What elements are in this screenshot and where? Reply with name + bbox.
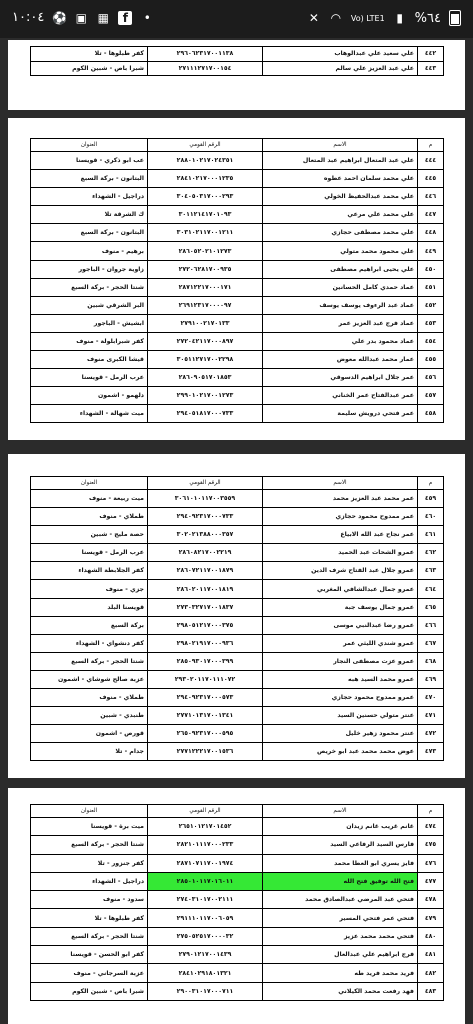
national-id: ٣٠٦١٠١٠١١٧٠٠٣٥٥٩ [148, 490, 263, 508]
address: شنتا الحجر - بركة السبع [31, 278, 148, 296]
national-id: ٢٧٩١٠٠٢١٧٠١٣٣ [148, 314, 263, 332]
person-name: عنتر متولي حسنين السيد [263, 707, 418, 725]
national-id: ٢٨٤١٠٢٩١٨٠١٣٢١ [148, 964, 263, 982]
person-name: علي محمد مصطفى حجازي [263, 224, 418, 242]
address: عرب الرمل - قويسنا [31, 369, 148, 387]
table-row [31, 725, 444, 743]
person-name: علي محمود محمد متولي [263, 242, 418, 260]
row-number: ٤٧٩ [418, 909, 444, 927]
row-number: ٤٨٢ [418, 964, 444, 982]
row-number: ٤٨٣ [418, 982, 444, 1000]
document-page-2 [8, 118, 465, 440]
person-name: عمار محمد عبدالله معوض [263, 351, 418, 369]
table-row [31, 314, 444, 332]
national-id: ٢٨٧١٠٧١١٧٠٠١٩٧٤ [148, 854, 263, 872]
person-name: عمر نجاح عبد الله الابياع [263, 526, 418, 544]
table-row [31, 296, 444, 314]
table-row [31, 854, 444, 872]
address: كفر دنشواي - الشهداء [31, 634, 148, 652]
person-name: عمرو عزت مصطفى النجار [263, 652, 418, 670]
national-id: ٢٩٤٠٩٢٣١٧٠٠٠٧٣٣ [148, 508, 263, 526]
row-number: ٤٦١ [418, 526, 444, 544]
address: جزي - منوف [31, 580, 148, 598]
address: جدام - تلا [31, 743, 148, 761]
table-row [31, 707, 444, 725]
national-id: ٢٨٦٠٩٠٥١٧٠١٨٥٣ [148, 369, 263, 387]
header-address: العنوان [31, 139, 148, 152]
national-id: ٢٦٩١٢٣١٧٠٠٠٠٩٧ [148, 296, 263, 314]
national-id: ٢٧٢٠٤٢١١٧٠٠٠٨٩٧ [148, 332, 263, 350]
national-id: ٢٧٧١٢٢٢١٧٠٠١٥٣٦ [148, 743, 263, 761]
document-page-4 [8, 788, 465, 1024]
person-name: علي محمد عبدالحفيظ الخولي [263, 188, 418, 206]
table-row [31, 387, 444, 405]
address: شبرا باص - شبين الكوم [31, 982, 148, 1000]
table-row [31, 872, 444, 890]
header-name: الاسم [263, 805, 418, 818]
table-row [31, 982, 444, 1000]
person-name: فتحي محمد محمد عزيز [263, 927, 418, 945]
clock: ١٠:٠٤ [12, 10, 45, 25]
photo-icon: ▦ [97, 10, 109, 25]
table-row [31, 351, 444, 369]
row-number: ٤٤٤ [418, 152, 444, 170]
row-number: ٤٧٥ [418, 836, 444, 854]
table-row [31, 332, 444, 350]
names-table [30, 804, 444, 1001]
row-number: ٤٦٦ [418, 616, 444, 634]
names-table [30, 138, 444, 423]
row-number: ٤٤٨ [418, 224, 444, 242]
row-number: ٤٦٩ [418, 670, 444, 688]
row-number: ٤٨٠ [418, 927, 444, 945]
row-number: ٤٤٩ [418, 242, 444, 260]
row-number: ٤٤٥ [418, 170, 444, 188]
address: طنبدي - شبين [31, 707, 148, 725]
address: قورص - اشمون [31, 725, 148, 743]
person-name: علي محمد سلمان احمد عطوه [263, 170, 418, 188]
network-label: Vo) LTE1 [350, 13, 385, 23]
address: ميت برة - قويسنا [31, 818, 148, 836]
table-row [31, 405, 444, 423]
table-row [31, 544, 444, 562]
table-row [31, 206, 444, 224]
address: البر الشرقي شبين [31, 296, 148, 314]
table-row [31, 508, 444, 526]
battery-percent: %٦٤ [414, 10, 441, 26]
national-id: ٢٧١١١٢٧١٧٠٠١٥٤ [148, 61, 263, 76]
address: طملاي - منوف [31, 689, 148, 707]
person-name: فتحي عبد المرضي عبدالصادق محمد [263, 891, 418, 909]
header-num: م [418, 805, 444, 818]
row-number: ٤٧٠ [418, 689, 444, 707]
row-number: ٤٥٢ [418, 296, 444, 314]
national-id: ٣٠٣١٠٢١١٧٠٠١٢١١ [148, 224, 263, 242]
person-name: عنتر محمود زهير خليل [263, 725, 418, 743]
table-row [31, 598, 444, 616]
table-row [31, 47, 444, 62]
address: قويسنا البلد [31, 598, 148, 616]
gallery-icon: ▣ [75, 10, 87, 25]
national-id: ٢٧٣٠٣٢٧١٧٠٠١٨٣٧ [148, 598, 263, 616]
table-row [31, 616, 444, 634]
more-dots-icon: • [143, 10, 151, 25]
address: شبرا باص - شبين الكوم [31, 61, 148, 76]
address: طملاي - منوف [31, 508, 148, 526]
address: دراجيل - الشهداء [31, 872, 148, 890]
person-name: فتحي عمر فتحي المسير [263, 909, 418, 927]
table-row [31, 526, 444, 544]
table-row [31, 909, 444, 927]
row-number: ٤٤٣ [418, 61, 444, 76]
row-number: ٤٦٨ [418, 652, 444, 670]
table-row [31, 224, 444, 242]
header-nid: الرقم القومي [148, 805, 263, 818]
table-row [31, 188, 444, 206]
table-row [31, 260, 444, 278]
person-name: غانم غريب غانم زيدان [263, 818, 418, 836]
address: كفر الجلابطة الشهداء [31, 562, 148, 580]
national-id: ٢٧٥٠٥٢٥١٧٠٠٠٠٣٢ [148, 927, 263, 945]
national-id: ٣٠٤٠٥٠٣١٧٠٠٠٢٩٣ [148, 188, 263, 206]
national-id: ٢٧٢٠٦٢٨١٧٠٠٩٣٥ [148, 260, 263, 278]
address: كفر طبلوها - تلا [31, 47, 148, 62]
address: البتانون - بركة السبع [31, 224, 148, 242]
row-number: ٤٥٩ [418, 490, 444, 508]
header-address: العنوان [31, 477, 148, 490]
national-id: ٢٨٤١٠٢١٧٠٠٠١٢٣٥ [148, 170, 263, 188]
person-name: عمرو جمال يوسف جبة [263, 598, 418, 616]
row-number: ٤٧٧ [418, 872, 444, 890]
names-table [30, 476, 444, 761]
address: سدود - منوف [31, 891, 148, 909]
national-id: ٣٠١١٢١٤١٧٠١٠٩٣ [148, 206, 263, 224]
national-id: ٢٩٦٠٦٢٣١٧٠٠١١٣٨ [148, 47, 263, 62]
national-id: ٢٩٤٠٩٢٣١٧٠٠٠٥٧٣ [148, 689, 263, 707]
person-name: عوض محمد محمد عبد ابو خريص [263, 743, 418, 761]
address: شنتا الحجر - بركة السبع [31, 836, 148, 854]
row-number: ٤٧٢ [418, 725, 444, 743]
person-name: فايز يسري ابو العطا محمد [263, 854, 418, 872]
row-number: ٤٤٧ [418, 206, 444, 224]
national-id: ٢٨٦٠٥٢٠٢١٠١٢٧٣ [148, 242, 263, 260]
table-row [31, 170, 444, 188]
address: ك الشرقة تلا [31, 206, 148, 224]
national-id: ٢٨٥٠٩٣٠١٧٠٠٠٣٩٩ [148, 652, 263, 670]
row-number: ٤٥٤ [418, 332, 444, 350]
table-row [31, 964, 444, 982]
header-num: م [418, 139, 444, 152]
row-number: ٤٦٥ [418, 598, 444, 616]
row-number: ٤٨١ [418, 946, 444, 964]
person-name: عمر فتحي درويش سليمة [263, 405, 418, 423]
header-nid: الرقم القومي [148, 477, 263, 490]
table-row [31, 946, 444, 964]
person-name: عمر عبدالفتاح عمر الخناني [263, 387, 418, 405]
address: عب ابو ذكري - قويسنا [31, 152, 148, 170]
row-number: ٤٥٠ [418, 260, 444, 278]
address: قيشا الكبرى منوف [31, 351, 148, 369]
table-row [31, 689, 444, 707]
address: ميت ربيعة - منوف [31, 490, 148, 508]
row-number: ٤٤٦ [418, 188, 444, 206]
person-name: عمرو رضا عبدالنبي موسى [263, 616, 418, 634]
person-name: عمرو شندي الليثي عمر [263, 634, 418, 652]
table-row [31, 562, 444, 580]
row-number: ٤٧١ [418, 707, 444, 725]
address: زاوية جروان - الباجور [31, 260, 148, 278]
names-table [30, 46, 444, 76]
header-num: م [418, 477, 444, 490]
row-number: ٤٧٨ [418, 891, 444, 909]
address: دراجيل - الشهداء [31, 188, 148, 206]
table-row [31, 670, 444, 688]
table-row [31, 369, 444, 387]
national-id: ٢٩٨٠٢١٩١٧٠٠٠٩٣٦ [148, 634, 263, 652]
national-id: ٢٩٤٠٥١٨١٧٠٠٠٧٣٣ [148, 405, 263, 423]
person-name: فارس السيد الرفاعي السيد [263, 836, 418, 854]
row-number: ٤٧٤ [418, 818, 444, 836]
row-number: ٤٥٦ [418, 369, 444, 387]
table-row [31, 61, 444, 76]
person-name: علي عبد المتعال ابراهيم عبد المتعال [263, 152, 418, 170]
address: كفر جنزور - تلا [31, 854, 148, 872]
address: كفر شبرابلولة - منوف [31, 332, 148, 350]
soccer-icon: ⚽ [52, 10, 68, 25]
person-name: عمرو ممدوح محمود حجازي [263, 689, 418, 707]
person-name: عماد حمدي كامل الحسانين [263, 278, 418, 296]
person-name: علي عبد العزيز علي سالم [263, 61, 418, 76]
table-row [31, 743, 444, 761]
table-row [31, 836, 444, 854]
row-number: ٤٦٧ [418, 634, 444, 652]
status-bar [0, 0, 473, 38]
table-row [31, 891, 444, 909]
person-name: عماد عبد الرءوف يوسف يوسف [263, 296, 418, 314]
facebook-icon: f [118, 11, 132, 25]
national-id: ٣٠٥١١٢٧١٧٠٠٢٢٩٨ [148, 351, 263, 369]
row-number: ٤٥٥ [418, 351, 444, 369]
row-number: ٤٦٤ [418, 580, 444, 598]
row-number: ٤٦٣ [418, 562, 444, 580]
national-id: ٢٩١١١٠١١٧٠٠٦٠٥٩ [148, 909, 263, 927]
person-name: علي محمد علي مرعي [263, 206, 418, 224]
national-id: ٢٨٢١٠١١١٧٠٠٠٢٣٣ [148, 836, 263, 854]
address: دلهمو - اشمون [31, 387, 148, 405]
row-number: ٤٤٢ [418, 47, 444, 62]
header-name: الاسم [263, 139, 418, 152]
table-row [31, 278, 444, 296]
person-name: عمرو الشحات عبد الحميد [263, 544, 418, 562]
person-name: عماد محمود بدر علي [263, 332, 418, 350]
person-name: عماد فرج عبد العزيز عمر [263, 314, 418, 332]
header-address: العنوان [31, 805, 148, 818]
person-name: فريد محمد فريد طه [263, 964, 418, 982]
national-id: ٢٨٦٠٧٢١١٧٠٠١٨٧٩ [148, 562, 263, 580]
row-number: ٤٧٣ [418, 743, 444, 761]
person-name: عمرو محمد السيد هبه [263, 670, 418, 688]
national-id: ٢٧٧١٠١٣١٧٠٠١٣٤١ [148, 707, 263, 725]
table-row [31, 242, 444, 260]
national-id: ٢٦٥٠٩٢٣١٧٠٠٠٥٩٥ [148, 725, 263, 743]
mute-icon: ✕ [308, 11, 319, 25]
person-name: عمر محمد عبد العزيز محمد [263, 490, 418, 508]
address: ميت شهالة - الشهداء [31, 405, 148, 423]
table-row [31, 652, 444, 670]
national-id: ٢٨٥٠١٠١١٧٠١٦٠١١ [148, 872, 263, 890]
document-page-3 [8, 454, 465, 778]
person-name: فهد رفعت محمد الكيلاني [263, 982, 418, 1000]
address: ابشيش - الباجور [31, 314, 148, 332]
table-row [31, 152, 444, 170]
address: شنتا الحجر - بركة السبع [31, 652, 148, 670]
national-id: ٣٠٢٠٢١٣٨٨٠٠٠٣٥٧ [148, 526, 263, 544]
address: حصة مليج - شبين [31, 526, 148, 544]
national-id: ٢٨٨٠١٠٢١٧٠٢٤٣٥١ [148, 152, 263, 170]
national-id: ٢٨٧١٢٢١٧٠٠٠١٧١ [148, 278, 263, 296]
address: عزبة السرجاني - منوف [31, 964, 148, 982]
row-number: ٤٥٨ [418, 405, 444, 423]
battery-icon [449, 10, 461, 26]
table-row [31, 580, 444, 598]
address: عزبة صالح شوشاي - اشمون [31, 670, 148, 688]
table-row [31, 634, 444, 652]
national-id: ٢٩٨٠٥١٢١٧٠٠٠٣٧٥ [148, 616, 263, 634]
row-number: ٤٧٦ [418, 854, 444, 872]
national-id: ٢٩٠٠٣١٠١٧٠٠٠٧١١ [148, 982, 263, 1000]
national-id: ٢٧٤٠٣١٠١٧٠٠٢١١١ [148, 891, 263, 909]
address: كفر ابو الحسن - قويسنا [31, 946, 148, 964]
person-name: عمر ممدوح محمود حجازي [263, 508, 418, 526]
row-number: ٤٥٧ [418, 387, 444, 405]
person-name: فتح الله توفيق فتح الله [263, 872, 418, 890]
address: بركة السبع [31, 616, 148, 634]
address: شنتا الحجر - بركة السبع [31, 927, 148, 945]
document-page-1 [8, 40, 465, 110]
address: كفر طبلوها - تلا [31, 909, 148, 927]
address: برهيم - منوف [31, 242, 148, 260]
person-name: علي يحيى ابراهيم مصطفى [263, 260, 418, 278]
table-row [31, 490, 444, 508]
row-number: ٤٦٢ [418, 544, 444, 562]
row-number: ٤٥٣ [418, 314, 444, 332]
row-number: ٤٥١ [418, 278, 444, 296]
national-id: ٢٩٩٠١٠٢١٧٠٠١٢٧٣ [148, 387, 263, 405]
person-name: عمرو جلال عبد الفتاح شرف الدين [263, 562, 418, 580]
national-id: ٢٨٦٠٨٢١٧٠٠٢٢١٩ [148, 544, 263, 562]
signal-icon: ▮ [396, 11, 403, 25]
person-name: عمرو جمال عبدالشافي المغربي [263, 580, 418, 598]
header-nid: الرقم القومي [148, 139, 263, 152]
address: عرب الرمل - قويسنا [31, 544, 148, 562]
table-row [31, 927, 444, 945]
table-row [31, 818, 444, 836]
row-number: ٤٦٠ [418, 508, 444, 526]
national-id: ٢٧٩٠١٢١٧٠٠١٤٣٩ [148, 946, 263, 964]
national-id: ٢٦٥١٠١٢١٧٠١٤٥٢ [148, 818, 263, 836]
national-id: ٢٨٦٠٢٠١١٧٠٠١٨١٩ [148, 580, 263, 598]
header-name: الاسم [263, 477, 418, 490]
person-name: علي سعيد علي عبدالوهاب [263, 47, 418, 62]
address: البتانون - بركة السبع [31, 170, 148, 188]
wifi-icon: ◠ [330, 11, 342, 25]
person-name: عمر جلال ابراهيم الدسوقي [263, 369, 418, 387]
person-name: فرج ابراهيم علي عبدالعال [263, 946, 418, 964]
national-id: ٢٩٣٠٢٠١١٧٠١١١٠٧٢ [148, 670, 263, 688]
